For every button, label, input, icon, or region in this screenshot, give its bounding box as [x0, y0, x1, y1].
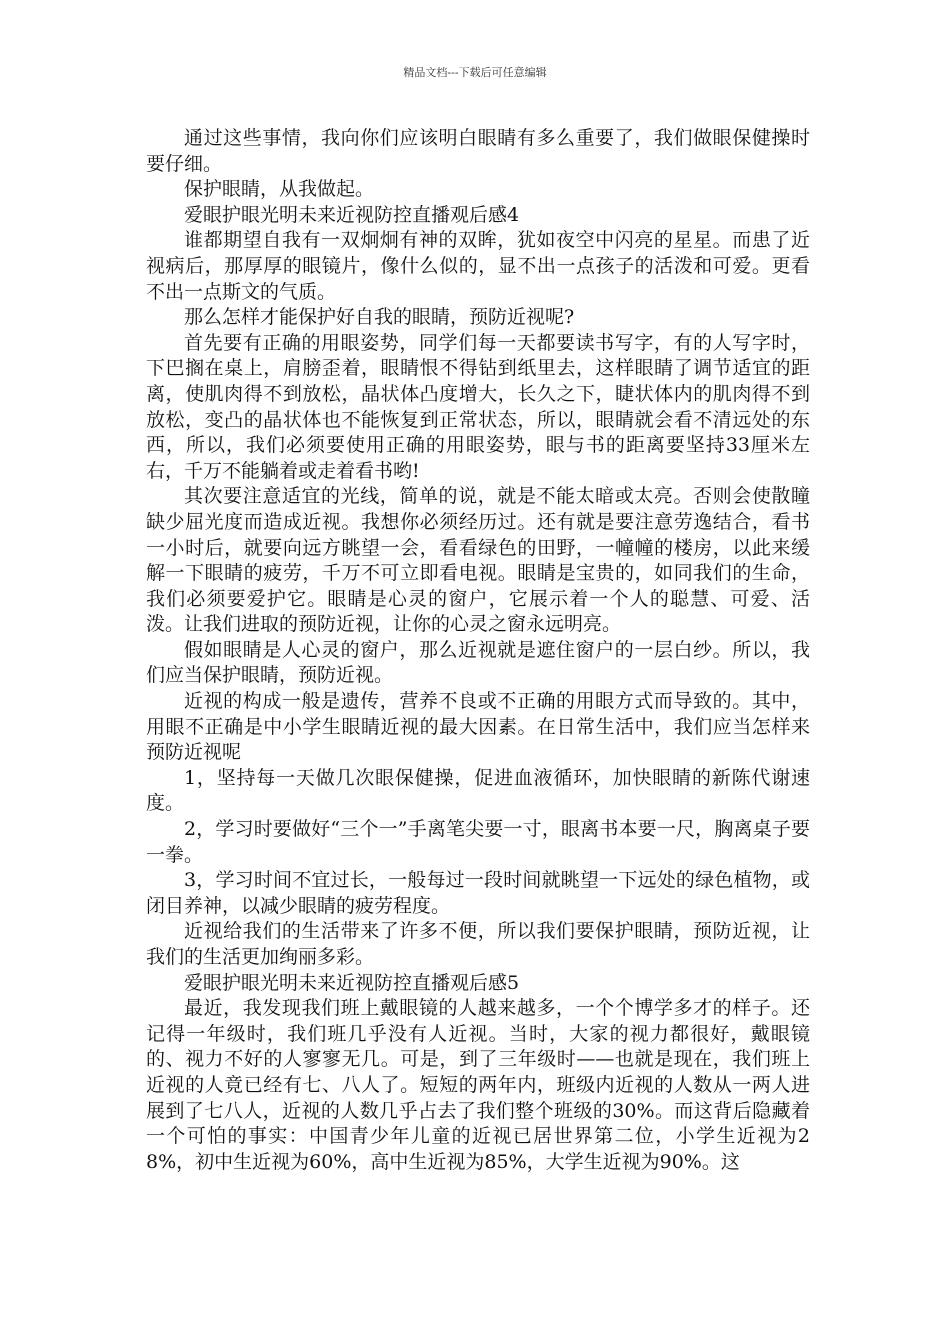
paragraph: 近视的构成一般是遗传，营养不良或不正确的用眼方式而导致的。其中，用眼不正确是中小学生眼睛近视的最大因素。在日常生活中，我们应当怎样来预防近视呢	[146, 690, 810, 764]
paragraph: 通过这些事情，我向你们应该明白眼睛有多么重要了，我们做眼保健操时要仔细。	[146, 127, 810, 175]
section-heading: 爱眼护眼光明未来近视防控直播观后感4	[184, 203, 520, 226]
list-item: 2，学习时要做好“三个一”手离笔尖要一寸，眼离书本要一尺，胸离桌子要一拳。	[146, 818, 810, 866]
paragraph: 那么怎样才能保护好自我的眼睛，预防近视呢?	[184, 306, 575, 329]
paragraph: 近视给我们的生活带来了许多不便，所以我们要保护眼睛，预防近视，让我们的生活更加绚丽多彩。	[146, 920, 810, 968]
paragraph: 保护眼睛，从我做起。	[184, 178, 375, 201]
paragraph: 其次要注意适宜的光线，简单的说，就是不能太暗或太亮。否则会使散瞳缺少屈光度而造成近视。我想你必须经历过。还有就是要注意劳逸结合，看书一小时后，就要向远方眺望一会，看看绿色的田野，一幢幢的楼房，以此来缓解一下眼睛的疲劳，千万不可立即看电视。眼睛是宝贵的，如同我们的生命，我们必须要爱护它。眼睛是心灵的窗户，它展示着一个人的聪慧、可爱、活泼。让我们进取的预防近视，让你的心灵之窗永远明亮。	[146, 485, 810, 636]
paragraph: 首先要有正确的用眼姿势，同学们每一天都要读书写字，有的人写字时，下巴搁在桌上，肩膀歪着，眼睛恨不得钻到纸里去，这样眼睛了调节适宜的距离，使肌肉得不到放松，晶状体凸度增大，长久之下，睫状体内的肌肉得不到放松，变凸的晶状体也不能恢复到正常状态，所以，眼睛就会看不清远处的东西，所以，我们必须要使用正确的用眼姿势，眼与书的距离要坚持33厘米左右，千万不能躺着或走着看书哟!	[146, 331, 810, 482]
paragraph: 谁都期望自我有一双炯炯有神的双眸，犹如夜空中闪亮的星星。而患了近视病后，那厚厚的眼镜片，像什么似的，显不出一点孩子的活泼和可爱。更看不出一点斯文的气质。	[146, 229, 810, 303]
paragraph: 假如眼睛是人心灵的窗户，那么近视就是遮住窗户的一层白纱。所以，我们应当保护眼睛，预防近视。	[146, 638, 810, 687]
list-item: 1，坚持每一天做几次眼保健操，促进血液循环，加快眼睛的新陈代谢速度。	[146, 766, 810, 815]
page-header: 精品文档---下载后可任意编辑	[403, 66, 547, 79]
document-body	[146, 126, 810, 1175]
paragraph: 最近，我发现我们班上戴眼镜的人越来越多，一个个博学多才的样子。还记得一年级时，我们班几乎没有人近视。当时，大家的视力都很好，戴眼镜的、视力不好的人寥寥无几。可是，到了三年级时——也就是现在，我们班上近视的人竟已经有七、八人了。短短的两年内，班级内近视的人数从一两人进展到了七八人，近视的人数几乎占去了我们整个班级的30%。而这背后隐藏着一个可怕的事实：中国青少年儿童的近视已居世界第二位，小学生近视为28%，初中生近视为60%，高中生近视为85%，大学生近视为90%。这	[146, 997, 810, 1173]
list-item: 3，学习时间不宜过长，一般每过一段时间就眺望一下远处的绿色植物，或闭目养神，以减少眼睛的疲劳程度。	[146, 869, 810, 917]
section-heading: 爱眼护眼光明未来近视防控直播观后感5	[184, 971, 520, 994]
